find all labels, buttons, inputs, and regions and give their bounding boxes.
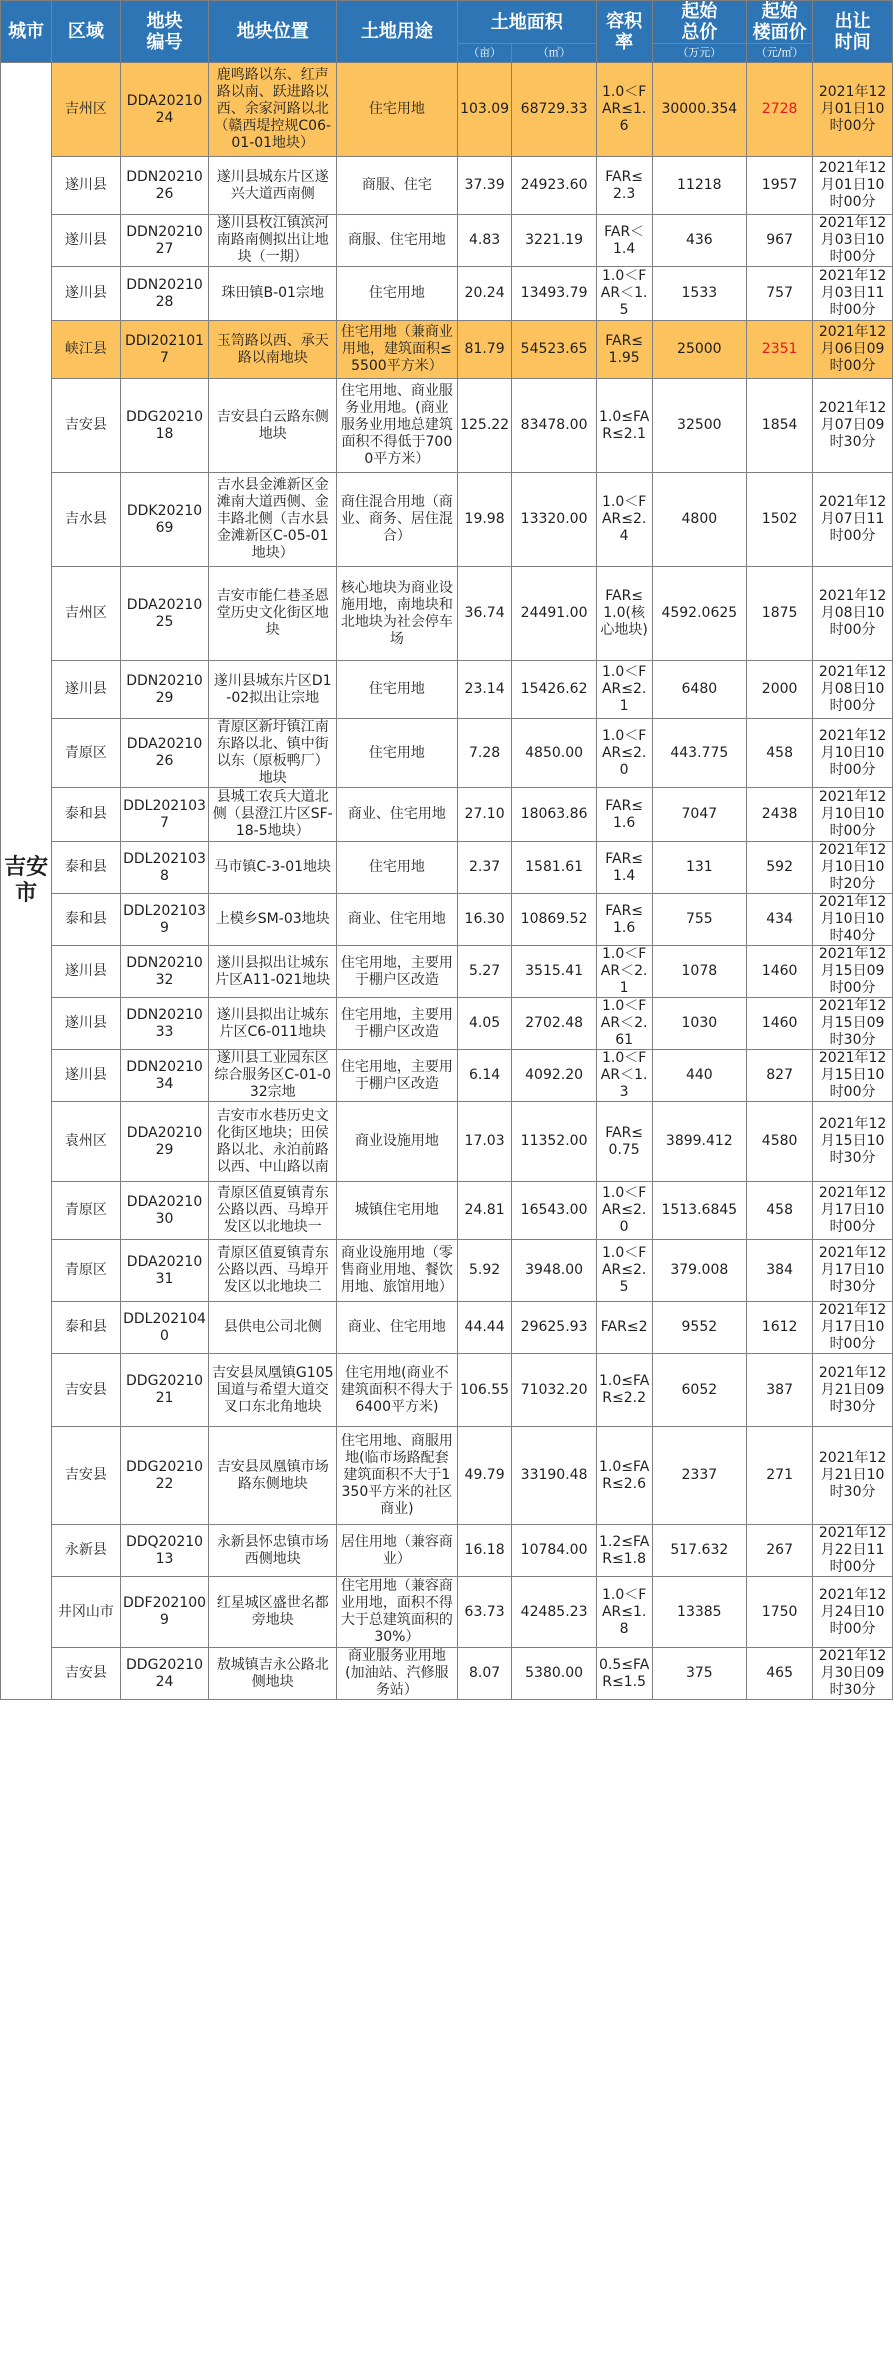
- area-mu-cell: 36.74: [457, 567, 512, 661]
- table-row: [1, 894, 893, 946]
- district-cell: 泰和县: [52, 788, 120, 842]
- header-location: 地块位置: [209, 1, 337, 63]
- far-cell: 1.0＜FAR≤1.6: [596, 63, 652, 157]
- table-row: [1, 215, 893, 267]
- header-unit-total: （万元）: [652, 44, 747, 63]
- plot-code-cell: DDA2021024: [120, 63, 209, 157]
- district-cell: 青原区: [52, 719, 120, 788]
- plot-code-cell: DDG2021021: [120, 1354, 209, 1427]
- far-cell: FAR≤1.6: [596, 894, 652, 946]
- location-cell: 县城工农兵大道北侧（县澄江片区SF-18-5地块）: [209, 788, 337, 842]
- floor-price-cell: 967: [747, 215, 813, 267]
- sale-time-cell: 2021年12月21日10时30分: [813, 1427, 893, 1525]
- land-use-cell: 住宅用地，主要用于棚户区改造: [337, 946, 458, 998]
- area-mu-cell: 16.18: [457, 1525, 512, 1577]
- far-cell: 1.0＜FAR＜1.5: [596, 267, 652, 321]
- plot-code-cell: DDF2021009: [120, 1577, 209, 1648]
- plot-code-cell: DDA2021026: [120, 719, 209, 788]
- sale-time-cell: 2021年12月10日10时40分: [813, 894, 893, 946]
- floor-price-cell: 434: [747, 894, 813, 946]
- header-unit-mu: （亩）: [457, 44, 512, 63]
- district-cell: 吉州区: [52, 63, 120, 157]
- district-cell: 青原区: [52, 1240, 120, 1302]
- area-mu-cell: 37.39: [457, 157, 512, 215]
- floor-price-cell: 592: [747, 842, 813, 894]
- location-cell: 永新县怀忠镇市场西侧地块: [209, 1525, 337, 1577]
- area-m2-cell: 3221.19: [512, 215, 596, 267]
- far-cell: 1.0≤FAR≤2.1: [596, 379, 652, 473]
- table-row: [1, 1354, 893, 1427]
- table-row: [1, 661, 893, 719]
- far-cell: 1.0≤FAR≤2.2: [596, 1354, 652, 1427]
- district-cell: 泰和县: [52, 1302, 120, 1354]
- land-use-cell: 商业设施用地: [337, 1102, 458, 1182]
- header-district: 区域: [52, 1, 120, 63]
- start-total-cell: 1030: [652, 998, 747, 1050]
- plot-code-cell: DDK2021069: [120, 473, 209, 567]
- sale-time-cell: 2021年12月01日10时00分: [813, 157, 893, 215]
- land-use-cell: 住宅用地、商业服务业用地。(商业服务业用地总建筑面积不得低于7000平方米）: [337, 379, 458, 473]
- district-cell: 青原区: [52, 1182, 120, 1240]
- area-mu-cell: 4.83: [457, 215, 512, 267]
- start-total-cell: 9552: [652, 1302, 747, 1354]
- table-row: [1, 998, 893, 1050]
- plot-code-cell: DDN2021033: [120, 998, 209, 1050]
- area-mu-cell: 125.22: [457, 379, 512, 473]
- far-cell: FAR≤2: [596, 1302, 652, 1354]
- district-cell: 遂川县: [52, 998, 120, 1050]
- floor-price-cell: 458: [747, 719, 813, 788]
- area-m2-cell: 16543.00: [512, 1182, 596, 1240]
- land-use-cell: 商业、住宅用地: [337, 788, 458, 842]
- area-m2-cell: 18063.86: [512, 788, 596, 842]
- start-total-cell: 1533: [652, 267, 747, 321]
- area-m2-cell: 42485.23: [512, 1577, 596, 1648]
- district-cell: 袁州区: [52, 1102, 120, 1182]
- location-cell: 遂川县拟出让城东片区C6-011地块: [209, 998, 337, 1050]
- district-cell: 遂川县: [52, 1050, 120, 1102]
- start-total-cell: 131: [652, 842, 747, 894]
- far-cell: FAR≤1.0(核心地块): [596, 567, 652, 661]
- area-mu-cell: 23.14: [457, 661, 512, 719]
- area-m2-cell: 1581.61: [512, 842, 596, 894]
- land-use-cell: 商服、住宅用地: [337, 215, 458, 267]
- start-total-cell: 755: [652, 894, 747, 946]
- header-unit-floor: （元/㎡）: [747, 44, 813, 63]
- header-far: 容积 率: [596, 1, 652, 63]
- start-total-cell: 13385: [652, 1577, 747, 1648]
- area-m2-cell: 71032.20: [512, 1354, 596, 1427]
- district-cell: 遂川县: [52, 215, 120, 267]
- start-total-cell: 6480: [652, 661, 747, 719]
- header-sale-time: 出让 时间: [813, 1, 893, 63]
- far-cell: FAR≤2.3: [596, 157, 652, 215]
- floor-price-cell: 2000: [747, 661, 813, 719]
- land-use-cell: 城镇住宅用地: [337, 1182, 458, 1240]
- location-cell: 吉安市水巷历史文化街区地块；田侯路以北、永泊前路以西、中山路以南: [209, 1102, 337, 1182]
- area-mu-cell: 7.28: [457, 719, 512, 788]
- table-row: [1, 1427, 893, 1525]
- sale-time-cell: 2021年12月03日10时00分: [813, 215, 893, 267]
- far-cell: 1.0＜FAR≤2.0: [596, 1182, 652, 1240]
- far-cell: 1.0≤FAR≤2.6: [596, 1427, 652, 1525]
- area-mu-cell: 4.05: [457, 998, 512, 1050]
- start-total-cell: 6052: [652, 1354, 747, 1427]
- area-mu-cell: 81.79: [457, 321, 512, 379]
- table-row: [1, 1648, 893, 1700]
- location-cell: 红星城区盛世名都旁地块: [209, 1577, 337, 1648]
- area-m2-cell: 10869.52: [512, 894, 596, 946]
- sale-time-cell: 2021年12月10日10时00分: [813, 719, 893, 788]
- area-m2-cell: 13493.79: [512, 267, 596, 321]
- location-cell: 遂川县城东片区D1-02拟出让宗地: [209, 661, 337, 719]
- district-cell: 泰和县: [52, 842, 120, 894]
- land-use-cell: 商业设施用地（零售商业用地、餐饮用地、旅馆用地）: [337, 1240, 458, 1302]
- floor-price-cell: 2438: [747, 788, 813, 842]
- location-cell: 遂川县拟出让城东片区A11-021地块: [209, 946, 337, 998]
- sale-time-cell: 2021年12月15日09时00分: [813, 946, 893, 998]
- land-use-cell: 住宅用地: [337, 63, 458, 157]
- district-cell: 吉州区: [52, 567, 120, 661]
- floor-price-cell: 757: [747, 267, 813, 321]
- table-row: [1, 1050, 893, 1102]
- start-total-cell: 2337: [652, 1427, 747, 1525]
- sale-time-cell: 2021年12月15日10时00分: [813, 1050, 893, 1102]
- start-total-cell: 30000.354: [652, 63, 747, 157]
- floor-price-cell: 1750: [747, 1577, 813, 1648]
- city-cell: 吉安 市: [1, 63, 52, 1700]
- plot-code-cell: DDL2021038: [120, 842, 209, 894]
- land-use-cell: 住宅用地（兼容商业用地，面积不得大于总建筑面积的30%）: [337, 1577, 458, 1648]
- floor-price-cell: 271: [747, 1427, 813, 1525]
- plot-code-cell: DDN2021032: [120, 946, 209, 998]
- sale-time-cell: 2021年12月15日09时30分: [813, 998, 893, 1050]
- start-total-cell: 443.775: [652, 719, 747, 788]
- table-row: [1, 1577, 893, 1648]
- area-m2-cell: 54523.65: [512, 321, 596, 379]
- far-cell: FAR≤0.75: [596, 1102, 652, 1182]
- table-row: [1, 63, 893, 157]
- floor-price-cell: 1612: [747, 1302, 813, 1354]
- area-m2-cell: 15426.62: [512, 661, 596, 719]
- district-cell: 遂川县: [52, 946, 120, 998]
- table-row: [1, 473, 893, 567]
- far-cell: 1.0＜FAR≤1.8: [596, 1577, 652, 1648]
- header-start-floor-price: 起始 楼面价: [747, 1, 813, 44]
- plot-code-cell: DDN2021028: [120, 267, 209, 321]
- floor-price-cell: 2728: [747, 63, 813, 157]
- location-cell: 珠田镇B-01宗地: [209, 267, 337, 321]
- plot-code-cell: DDN2021027: [120, 215, 209, 267]
- plot-code-cell: DDN2021034: [120, 1050, 209, 1102]
- far-cell: FAR≤1.6: [596, 788, 652, 842]
- land-use-cell: 住宅用地、商服用地(临市场路配套建筑面积不大于1350平方米的社区商业): [337, 1427, 458, 1525]
- floor-price-cell: 387: [747, 1354, 813, 1427]
- land-use-cell: 住宅用地: [337, 719, 458, 788]
- district-cell: 井冈山市: [52, 1577, 120, 1648]
- sale-time-cell: 2021年12月17日10时00分: [813, 1302, 893, 1354]
- sale-time-cell: 2021年12月03日11时00分: [813, 267, 893, 321]
- district-cell: 吉安县: [52, 1354, 120, 1427]
- sale-time-cell: 2021年12月01日10时00分: [813, 63, 893, 157]
- land-use-cell: 商业服务业用地(加油站、汽修服务站）: [337, 1648, 458, 1700]
- far-cell: 1.0＜FAR≤2.1: [596, 661, 652, 719]
- area-mu-cell: 27.10: [457, 788, 512, 842]
- location-cell: 吉水县金滩新区金滩南大道西侧、金丰路北侧（吉水县金滩新区C-05-01地块）: [209, 473, 337, 567]
- far-cell: 1.0＜FAR≤2.4: [596, 473, 652, 567]
- far-cell: 0.5≤FAR≤1.5: [596, 1648, 652, 1700]
- floor-price-cell: 1502: [747, 473, 813, 567]
- plot-code-cell: DDG2021018: [120, 379, 209, 473]
- area-mu-cell: 2.37: [457, 842, 512, 894]
- area-m2-cell: 83478.00: [512, 379, 596, 473]
- floor-price-cell: 1875: [747, 567, 813, 661]
- area-mu-cell: 49.79: [457, 1427, 512, 1525]
- area-mu-cell: 103.09: [457, 63, 512, 157]
- start-total-cell: 440: [652, 1050, 747, 1102]
- table-row: [1, 157, 893, 215]
- district-cell: 吉安县: [52, 1648, 120, 1700]
- far-cell: 1.0＜FAR≤2.5: [596, 1240, 652, 1302]
- start-total-cell: 375: [652, 1648, 747, 1700]
- far-cell: 1.0＜FAR＜1.3: [596, 1050, 652, 1102]
- sale-time-cell: 2021年12月24日10时00分: [813, 1577, 893, 1648]
- location-cell: 吉安县凤凰镇G105国道与希望大道交叉口东北角地块: [209, 1354, 337, 1427]
- floor-price-cell: 1854: [747, 379, 813, 473]
- location-cell: 吉安县白云路东侧地块: [209, 379, 337, 473]
- floor-price-cell: 2351: [747, 321, 813, 379]
- district-cell: 遂川县: [52, 157, 120, 215]
- floor-price-cell: 1957: [747, 157, 813, 215]
- land-use-cell: 核心地块为商业设施用地，南地块和北地块为社会停车场: [337, 567, 458, 661]
- floor-price-cell: 4580: [747, 1102, 813, 1182]
- location-cell: 玉笥路以西、承天路以南地块: [209, 321, 337, 379]
- sale-time-cell: 2021年12月08日10时00分: [813, 567, 893, 661]
- table-row: [1, 1525, 893, 1577]
- table-row: [1, 567, 893, 661]
- far-cell: 1.0＜FAR≤2.0: [596, 719, 652, 788]
- district-cell: 峡江县: [52, 321, 120, 379]
- district-cell: 泰和县: [52, 894, 120, 946]
- area-mu-cell: 19.98: [457, 473, 512, 567]
- location-cell: 吉安市能仁巷圣恩堂历史文化街区地块: [209, 567, 337, 661]
- start-total-cell: 32500: [652, 379, 747, 473]
- plot-code-cell: DDG2021022: [120, 1427, 209, 1525]
- location-cell: 敖城镇吉永公路北侧地块: [209, 1648, 337, 1700]
- floor-price-cell: 458: [747, 1182, 813, 1240]
- start-total-cell: 379.008: [652, 1240, 747, 1302]
- plot-code-cell: DDA2021031: [120, 1240, 209, 1302]
- table-row: [1, 946, 893, 998]
- plot-code-cell: DDL2021039: [120, 894, 209, 946]
- header-unit-m2: （㎡）: [512, 44, 596, 63]
- far-cell: 1.0＜FAR＜2.1: [596, 946, 652, 998]
- floor-price-cell: 1460: [747, 946, 813, 998]
- location-cell: 青原区新圩镇江南东路以北、镇中街以东（原板鸭厂）地块: [209, 719, 337, 788]
- land-use-cell: 住宅用地: [337, 661, 458, 719]
- area-mu-cell: 16.30: [457, 894, 512, 946]
- header-city: 城市: [1, 1, 52, 63]
- area-m2-cell: 5380.00: [512, 1648, 596, 1700]
- plot-code-cell: DDN2021029: [120, 661, 209, 719]
- area-mu-cell: 63.73: [457, 1577, 512, 1648]
- land-use-cell: 住宅用地，主要用于棚户区改造: [337, 1050, 458, 1102]
- location-cell: 青原区值夏镇青东公路以西、马埠开发区以北地块一: [209, 1182, 337, 1240]
- location-cell: 青原区值夏镇青东公路以西、马埠开发区以北地块二: [209, 1240, 337, 1302]
- sale-time-cell: 2021年12月22日11时00分: [813, 1525, 893, 1577]
- sale-time-cell: 2021年12月10日10时00分: [813, 788, 893, 842]
- location-cell: 遂川县城东片区遂兴大道西南侧: [209, 157, 337, 215]
- plot-code-cell: DDI2021017: [120, 321, 209, 379]
- land-use-cell: 商住混合用地（商业、商务、居住混合）: [337, 473, 458, 567]
- location-cell: 上模乡SM-03地块: [209, 894, 337, 946]
- table-body: [1, 63, 893, 1700]
- start-total-cell: 3899.412: [652, 1102, 747, 1182]
- far-cell: 1.2≤FAR≤1.8: [596, 1525, 652, 1577]
- area-mu-cell: 106.55: [457, 1354, 512, 1427]
- location-cell: 吉安县凤凰镇市场路东侧地块: [209, 1427, 337, 1525]
- land-use-cell: 商业、住宅用地: [337, 1302, 458, 1354]
- sale-time-cell: 2021年12月07日09时30分: [813, 379, 893, 473]
- table-row: [1, 321, 893, 379]
- area-mu-cell: 6.14: [457, 1050, 512, 1102]
- sale-time-cell: 2021年12月08日10时00分: [813, 661, 893, 719]
- start-total-cell: 11218: [652, 157, 747, 215]
- land-use-cell: 住宅用地（兼商业用地，建筑面积≤5500平方米）: [337, 321, 458, 379]
- start-total-cell: 7047: [652, 788, 747, 842]
- district-cell: 遂川县: [52, 267, 120, 321]
- sale-time-cell: 2021年12月17日10时30分: [813, 1240, 893, 1302]
- area-m2-cell: 3515.41: [512, 946, 596, 998]
- area-mu-cell: 44.44: [457, 1302, 512, 1354]
- district-cell: 永新县: [52, 1525, 120, 1577]
- area-mu-cell: 5.92: [457, 1240, 512, 1302]
- area-m2-cell: 10784.00: [512, 1525, 596, 1577]
- area-m2-cell: 33190.48: [512, 1427, 596, 1525]
- location-cell: 遂川县工业园东区综合服务区C-01-032宗地: [209, 1050, 337, 1102]
- area-mu-cell: 5.27: [457, 946, 512, 998]
- far-cell: 1.0＜FAR＜2.61: [596, 998, 652, 1050]
- land-use-cell: 商服、住宅: [337, 157, 458, 215]
- floor-price-cell: 1460: [747, 998, 813, 1050]
- start-total-cell: 4592.0625: [652, 567, 747, 661]
- land-use-cell: 商业、住宅用地: [337, 894, 458, 946]
- sale-time-cell: 2021年12月30日09时30分: [813, 1648, 893, 1700]
- table-row: [1, 719, 893, 788]
- district-cell: 遂川县: [52, 661, 120, 719]
- table-row: [1, 379, 893, 473]
- sale-time-cell: 2021年12月17日10时00分: [813, 1182, 893, 1240]
- area-m2-cell: 68729.33: [512, 63, 596, 157]
- location-cell: 遂川县枚江镇滨河南路南侧拟出让地块（一期）: [209, 215, 337, 267]
- table-row: [1, 1102, 893, 1182]
- area-m2-cell: 13320.00: [512, 473, 596, 567]
- start-total-cell: 1513.6845: [652, 1182, 747, 1240]
- table-row: [1, 1302, 893, 1354]
- location-cell: 县供电公司北侧: [209, 1302, 337, 1354]
- plot-code-cell: DDL2021037: [120, 788, 209, 842]
- land-use-cell: 居住用地（兼容商业）: [337, 1525, 458, 1577]
- table-row: [1, 1182, 893, 1240]
- floor-price-cell: 827: [747, 1050, 813, 1102]
- area-mu-cell: 24.81: [457, 1182, 512, 1240]
- district-cell: 吉水县: [52, 473, 120, 567]
- header-start-total: 起始 总价: [652, 1, 747, 44]
- district-cell: 吉安县: [52, 1427, 120, 1525]
- area-m2-cell: 4092.20: [512, 1050, 596, 1102]
- plot-code-cell: DDG2021024: [120, 1648, 209, 1700]
- area-m2-cell: 11352.00: [512, 1102, 596, 1182]
- plot-code-cell: DDA2021029: [120, 1102, 209, 1182]
- floor-price-cell: 267: [747, 1525, 813, 1577]
- header-land-area: 土地面积: [457, 1, 596, 44]
- location-cell: 马市镇C-3-01地块: [209, 842, 337, 894]
- start-total-cell: 1078: [652, 946, 747, 998]
- area-mu-cell: 17.03: [457, 1102, 512, 1182]
- area-mu-cell: 8.07: [457, 1648, 512, 1700]
- table-row: [1, 842, 893, 894]
- sale-time-cell: 2021年12月06日09时00分: [813, 321, 893, 379]
- header-land-use: 土地用途: [337, 1, 458, 63]
- far-cell: FAR≤1.4: [596, 842, 652, 894]
- header-plot-code: 地块 编号: [120, 1, 209, 63]
- land-use-cell: 住宅用地，主要用于棚户区改造: [337, 998, 458, 1050]
- area-m2-cell: 3948.00: [512, 1240, 596, 1302]
- sale-time-cell: 2021年12月10日10时20分: [813, 842, 893, 894]
- start-total-cell: 25000: [652, 321, 747, 379]
- district-cell: 吉安县: [52, 379, 120, 473]
- location-cell: 鹿鸣路以东、红声路以南、跃进路以西、余家河路以北（赣西堤控规C06-01-01地块）: [209, 63, 337, 157]
- floor-price-cell: 384: [747, 1240, 813, 1302]
- sale-time-cell: 2021年12月21日09时30分: [813, 1354, 893, 1427]
- area-m2-cell: 24923.60: [512, 157, 596, 215]
- table-row: [1, 788, 893, 842]
- start-total-cell: 4800: [652, 473, 747, 567]
- table-row: [1, 1240, 893, 1302]
- plot-code-cell: DDQ2021013: [120, 1525, 209, 1577]
- far-cell: FAR≤1.95: [596, 321, 652, 379]
- far-cell: FAR＜1.4: [596, 215, 652, 267]
- area-m2-cell: 29625.93: [512, 1302, 596, 1354]
- land-use-cell: 住宅用地(商业不建筑面积不得大于6400平方米): [337, 1354, 458, 1427]
- start-total-cell: 517.632: [652, 1525, 747, 1577]
- land-use-cell: 住宅用地: [337, 842, 458, 894]
- sale-time-cell: 2021年12月07日11时00分: [813, 473, 893, 567]
- plot-code-cell: DDA2021025: [120, 567, 209, 661]
- plot-code-cell: DDL2021040: [120, 1302, 209, 1354]
- floor-price-cell: 465: [747, 1648, 813, 1700]
- area-m2-cell: 2702.48: [512, 998, 596, 1050]
- start-total-cell: 436: [652, 215, 747, 267]
- land-use-cell: 住宅用地: [337, 267, 458, 321]
- area-m2-cell: 4850.00: [512, 719, 596, 788]
- table-row: [1, 267, 893, 321]
- plot-code-cell: DDA2021030: [120, 1182, 209, 1240]
- area-mu-cell: 20.24: [457, 267, 512, 321]
- area-m2-cell: 24491.00: [512, 567, 596, 661]
- plot-code-cell: DDN2021026: [120, 157, 209, 215]
- sale-time-cell: 2021年12月15日10时30分: [813, 1102, 893, 1182]
